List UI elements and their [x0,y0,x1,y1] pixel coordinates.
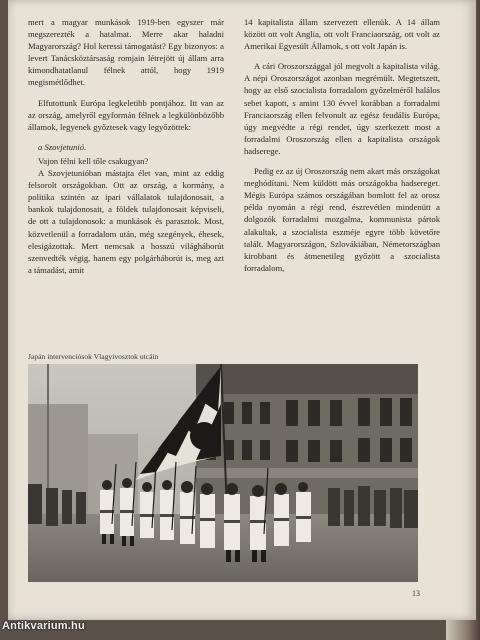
left-text-column [28,16,224,276]
paragraph: Elfutottunk Európa legkeletibb pontjához. Itt van az az ország, amelyről egyformán félnek a legkülönbözőbb államok, legyenek győztesek vagy legyőzöttek: [28,97,224,132]
watermark-logo: Antikvarium.hu [2,620,85,632]
paragraph: Vajon félni kell tőle csakugyan? [38,155,149,166]
historical-photograph [28,364,418,582]
paragraph: A cári Oroszországgal jól megvolt a kapitalista világ. A népi Oroszországot azonban megrémült. Megtetszett, hogy az első szocialista forradalom győzelméről halálos sebet kapott, s amint 130 évvel korábban a forradalmi Franciaország ellen felvonult az egész feudális Európa, úgy megvédte a régi rendet, úgy szerkezett most a forradalmi Oroszország ellen a kapitalista országok hadserege. [244,61,440,156]
section-heading: a Szovjetunió. [38,141,87,152]
book-page [8,0,476,620]
paragraph: 14 kapitalista állam szervezett ellenük. A 14 állam között ott volt Anglia, ott volt Franciaország, ott volt az Amerikai Egyesült Államok, s ott volt Japán is. [244,17,440,52]
paragraph: mert a magyar munkások 1919-ben egyszer már megszerezték a hatalmat. Merre akar haladni Magyarország? Hol keressi támogatást? Egy bizonyos: a levert Tanácsköztársaság romjain létrejött új állam arra kimondhatatlanul félnek attól, hogy 1919 megismétlődhet. [28,17,224,88]
paragraph: Pedig ez az új Oroszország nem akart más országokat meghódítani. Nem küldött más országokba hadsereget. Mégis Európa számos országában bomlott fel az orosz példa nyomán a régi rend, észrevétlen mindenütt a dolgozók forradalmi mozgalma, kommunista pártok alakultak, a szocialista eszméje egyre több követőre talált. Magyarországon, Szlovákiában, Németországban kirobbant és átmenetileg győzött a szocialista forradalom, [244,166,440,273]
page-number: 13 [412,589,420,598]
right-text-column [244,16,440,274]
photo-caption: Japán intervenciósok Vlagyivosztok utcáin [28,352,159,361]
paragraph: A Szovjetunióban mástajta élet van, mint az eddig felsorolt országokban. Ott az ország, a kormány, a politika szintén az ipari vállalatok tulajdonosait, a bankok tulajdonosait, a földek tulajdonosait képviseli, de ott a tulajdonosok: a munkások és parasztok. Most, közvetlenül a forradalom után, még szegények, éhesek, elesigázottak. Mert nemcsak a hosszú világháborút szenvedték végig, hanem egy polgárháborút is, meg azt a támadást, amit [28,168,224,275]
photo-illustration [28,364,418,582]
